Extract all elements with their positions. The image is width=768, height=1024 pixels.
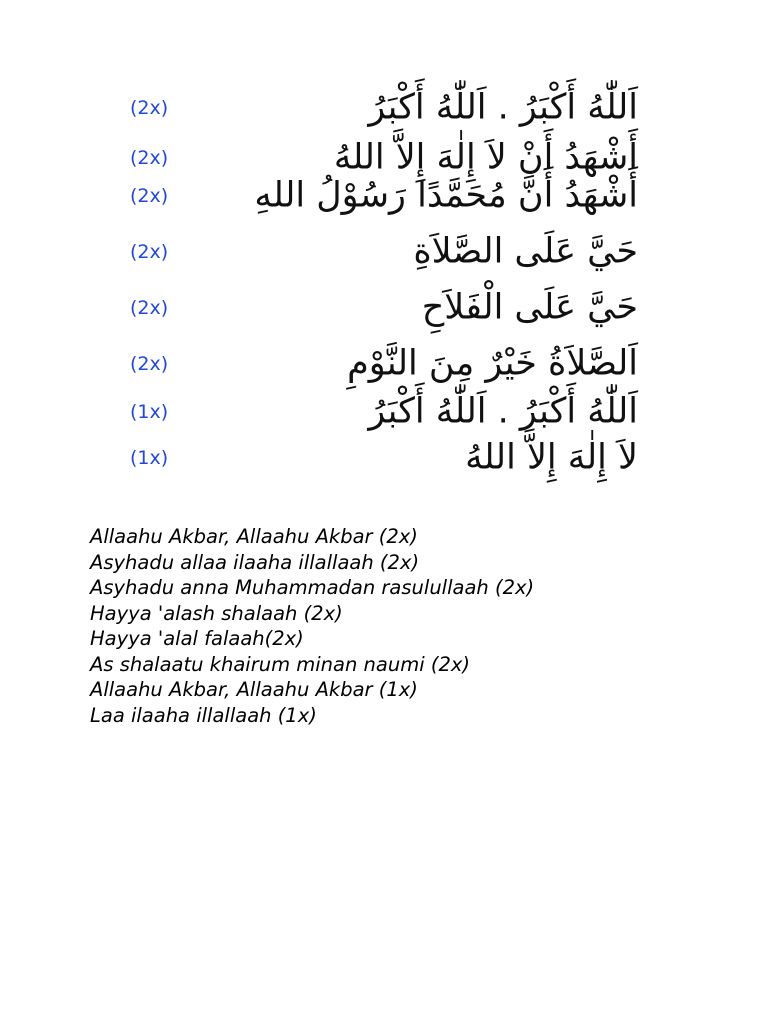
arabic-phrase: لاَ إِلٰهَ إِلاَّ اللهُ bbox=[465, 437, 638, 478]
transliteration-line: As shalaatu khairum minan naumi (2x) bbox=[90, 652, 470, 676]
adhan-row bbox=[120, 340, 660, 388]
repeat-count: (2x) bbox=[130, 241, 169, 263]
adhan-row bbox=[120, 284, 660, 332]
transliteration-line: Asyhadu anna Muhammadan rasulullaah (2x) bbox=[90, 576, 535, 599]
transliteration-line: Asyhadu allaa ilaaha illallaah (2x) bbox=[90, 550, 420, 574]
arabic-phrase: اَللّٰهُ أَكْبَرُ . اَللّٰهُ أَكْبَرُ bbox=[368, 87, 638, 128]
adhan-row bbox=[120, 388, 660, 436]
transliteration-list bbox=[90, 524, 710, 728]
repeat-count: (1x) bbox=[130, 447, 169, 469]
repeat-count: (2x) bbox=[130, 185, 169, 207]
repeat-count: (2x) bbox=[130, 97, 169, 119]
repeat-count: (1x) bbox=[130, 401, 169, 423]
transliteration-line: Hayya 'alal falaah(2x) bbox=[90, 627, 304, 650]
adhan-row bbox=[120, 84, 660, 132]
adhan-row bbox=[120, 172, 660, 220]
adhan-row bbox=[120, 434, 660, 482]
arabic-phrase: اَللّٰهُ أَكْبَرُ . اَللّٰهُ أَكْبَرُ bbox=[368, 391, 638, 432]
repeat-count: (2x) bbox=[130, 353, 169, 375]
arabic-phrase: حَيَّ عَلَى الْفَلاَحِ bbox=[421, 287, 638, 328]
transliteration-line: Allaahu Akbar, Allaahu Akbar (1x) bbox=[90, 678, 418, 701]
arabic-phrase: اَلصَّلاَةُ خَيْرٌ مِنَ النَّوْمِ bbox=[347, 343, 638, 384]
transliteration-line: Laa ilaaha illallaah (1x) bbox=[90, 703, 317, 727]
transliteration-line: Allaahu Akbar, Allaahu Akbar (2x) bbox=[90, 525, 418, 548]
arabic-phrase: حَيَّ عَلَى الصَّلاَةِ bbox=[413, 231, 638, 272]
repeat-count: (2x) bbox=[130, 147, 169, 169]
arabic-phrase: أَشْهَدُ أَنَّ مُحَمَّدًا رَسُوْلُ اللهِ bbox=[254, 175, 638, 216]
transliteration-line: Hayya 'alash shalaah (2x) bbox=[90, 601, 343, 625]
adhan-arabic-figure bbox=[120, 72, 660, 492]
arabic-phrase: أَشْهَدُ أَنْ لاَ إِلٰهَ إِلاَّ اللهُ bbox=[333, 137, 638, 178]
repeat-count: (2x) bbox=[130, 297, 169, 319]
adhan-row bbox=[120, 228, 660, 276]
